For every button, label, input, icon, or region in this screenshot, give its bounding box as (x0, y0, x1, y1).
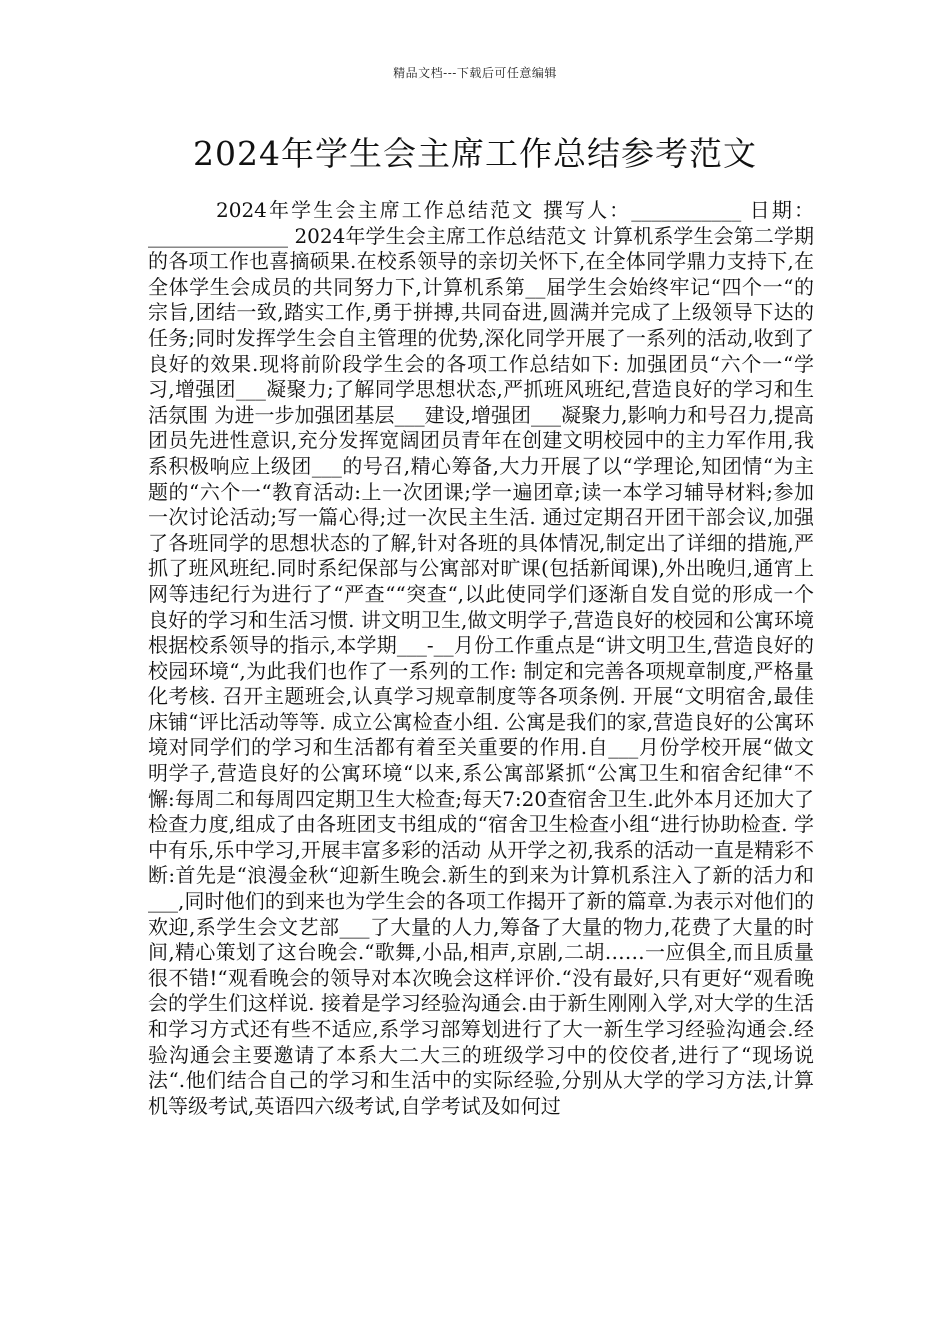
body-paragraph: 2024年学生会主席工作总结范文 撰写人：___________ 日期：______________ 2024年学生会主席工作总结范文 计算机系学生会第二学期的各项工作也喜摘硕果.在校系领导的亲切关怀下,在全体同学鼎力支持下,在全体学生会成员的共同努力下,计算机系第__届学生会始终牢记“四个一“的宗旨,团结一致,踏实工作,勇于拼搏,共同奋进,圆满并完成了上级领导下达的任务;同时发挥学生会自主管理的优势,深化同学开展了一系列的活动,收到了良好的效果.现将前阶段学生会的各项工作总结如下: 加强团员“六个一“学习,增强团___凝聚力;了解同学思想状态,严抓班风班纪,营造良好的学习和生活氛围 为进一步加强团基层___建设,增强团___凝聚力,影响力和号召力,提高团员先进性意识,充分发挥宽阔团员青年在创建文明校园中的主力军作用,我系积极响应上级团___的号召,精心筹备,大力开展了以“学理论,知团情“为主题的“六个一“教育活动:上一次团课;学一遍团章;读一本学习辅导材料;参加一次讨论活动;写一篇心得;过一次民主生活. 通过定期召开团干部会议,加强了各班同学的思想状态的了解,针对各班的具体情况,制定出了详细的措施,严抓了班风班纪.同时系纪保部与公寓部对旷课(包括新闻课),外出晚归,通宵上网等违纪行为进行了“严查““突查“,以此使同学们逐渐自发自觉的形成一个良好的学习和生活习惯. 讲文明卫生,做文明学子,营造良好的校园和公寓环境 根据校系领导的指示,本学期___-__月份工作重点是“讲文明卫生,营造良好的校园环境“,为此我们也作了一系列的工作: 制定和完善各项规章制度,严格量化考核. 召开主题班会,认真学习规章制度等各项条例. 开展“文明宿舍,最佳床铺“评比活动等等. 成立公寓检查小组. 公寓是我们的家,营造良好的公寓环境对同学们的学习和生活都有着至关重要的作用.自___月份学校开展“做文明学子,营造良好的公寓环境“以来,系公寓部紧抓“公寓卫生和宿舍纪律“不懈:每周二和每周四定期卫生大检查;每天7:20查宿舍卫生.此外本月还加大了检查力度,组成了由各班团支书组成的“宿舍卫生检查小组“进行协助检查. 学中有乐,乐中学习,开展丰富多彩的活动 从开学之初,我系的活动一直是精彩不断:首先是“浪漫金秋“迎新生晚会.新生的到来为计算机系注入了新的活力和___,同时他们的到来也为学生会的各项工作揭开了新的篇章.为表示对他们的欢迎,系学生会文艺部___了大量的人力,筹备了大量的物力,花费了大量的时间,精心策划了这台晚会.“歌舞,小品,相声,京剧,二胡……一应俱全,而且质量很不错!“观看晚会的领导对本次晚会这样评价.“没有最好,只有更好“观看晚会的学生们这样说. 接着是学习经验沟通会.由于新生刚刚入学,对大学的生活和学习方式还有些不适应,系学习部筹划进行了大一新生学习经验沟通会.经验沟通会主要邀请了本系大二大三的班级学习中的佼佼者,进行了“现场说法“.他们结合自己的学习和生活中的实际经验,分别从大学的学习方法,计算机等级考试,英语四六级考试,自学考试及如何过 (148, 198, 814, 1118)
header-note: 精品文档---下载后可任意编辑 (393, 66, 557, 80)
document-title: 2024年学生会主席工作总结参考范文 (193, 134, 757, 173)
